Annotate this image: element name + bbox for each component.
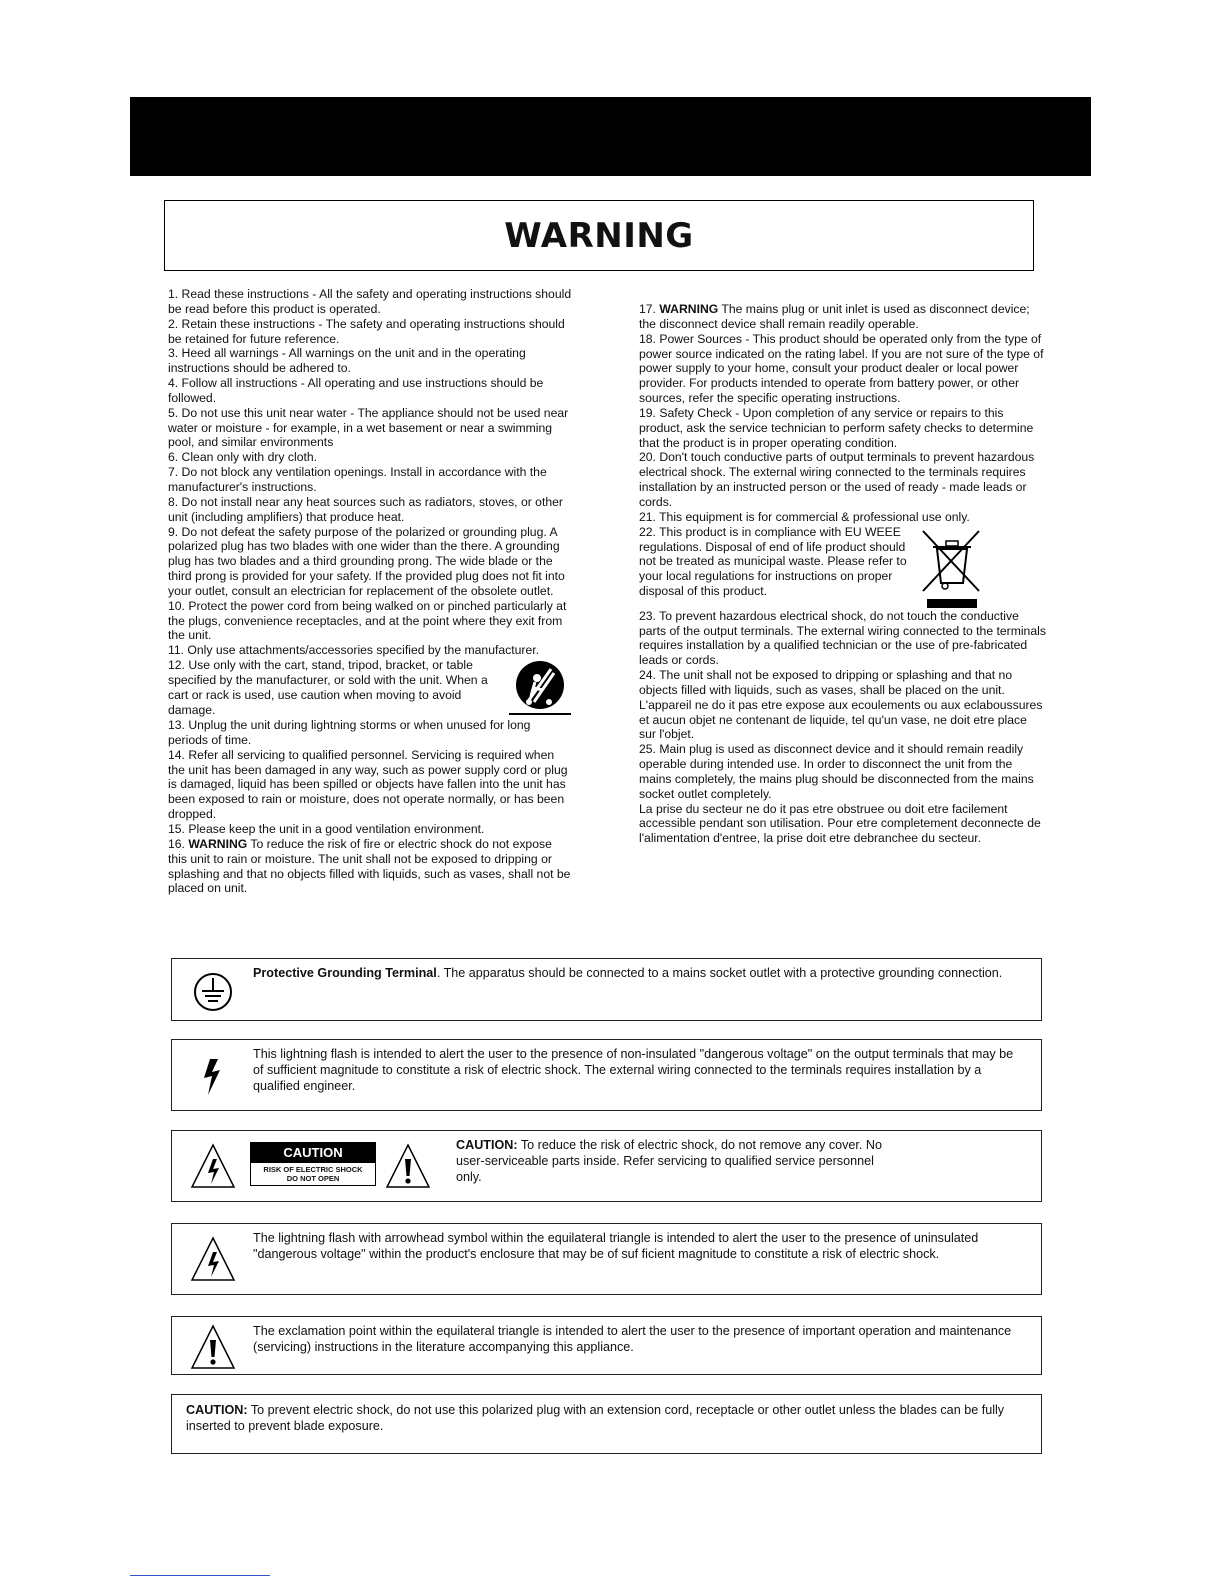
page-title: WARNING bbox=[504, 215, 694, 256]
list-item: 12. Use only with the cart, stand, tripod, bracket, or table specified by the manufacturer, or sold with the unit. When a cart or rack is used, use caution when moving to avoid damage. bbox=[168, 658, 488, 717]
cart-tipover-icon bbox=[507, 656, 573, 718]
notice-text: Protective Grounding Terminal. The apparatus should be connected to a mains socket outlet with a protective grounding connection. bbox=[253, 966, 1003, 980]
arrowhead-notice bbox=[171, 1223, 1042, 1295]
list-item: 15. Please keep the unit in a good ventilation environment. bbox=[168, 822, 485, 836]
notice-text: The lightning flash with arrowhead symbol within the equilateral triangle is intended to alert the user to the presence of uninsulated "dangerous voltage" within the product's enclosure that may be of suf ficient magnitude to constitute a risk of electric shock. bbox=[253, 1231, 979, 1261]
list-item: La prise du secteur ne do it pas etre obstruee ou doit etre facilement accessible pendant son utilisation. Pour etre completement deconnecte de l'alimentation d'entree, la prise doit etre debranchee du secteur. bbox=[639, 801, 1041, 846]
list-item: 21. This equipment is for commercial & professional use only. bbox=[639, 509, 970, 524]
header-bar bbox=[130, 97, 1091, 176]
ground-icon bbox=[192, 971, 234, 1013]
lightning-bolt-icon bbox=[200, 1058, 224, 1096]
list-item: 16. WARNING To reduce the risk of fire or electric shock do not expose this unit to rain or moisture. The unit shall not be exposed to dripping or splashing and that no objects filled with liquids, such as vases, shall not be placed on unit. bbox=[168, 836, 571, 896]
weee-bin-icon bbox=[919, 527, 985, 609]
list-item: 13. Unplug the unit during lightning storms or when unused for long periods of time. bbox=[168, 718, 531, 747]
lightning-notice bbox=[171, 1039, 1042, 1111]
list-item: 17. WARNING The mains plug or unit inlet is used as disconnect device; the disconnect device shall remain readily operable. bbox=[639, 302, 1030, 331]
caution-notice bbox=[171, 1130, 1042, 1202]
plug-caution-notice bbox=[171, 1394, 1042, 1454]
warning-title-box bbox=[164, 200, 1034, 271]
list-item: 24. The unit shall not be exposed to dripping or splashing and that no objects filled with liquids, such as vases, shall be placed on the unit. bbox=[639, 668, 1013, 697]
caution-label: CAUTION RISK OF ELECTRIC SHOCK DO NOT OPEN bbox=[250, 1142, 376, 1186]
list-item: 3. Heed all warnings - All warnings on the unit and in the operating instructions should be adhered to. bbox=[168, 346, 526, 376]
list-item: 23. To prevent hazardous electrical shock, do not touch the conductive parts of the output terminals. The external wiring connected to the terminals requires installation by a qualified technician or the use of pre-fabricated leads or cords. bbox=[639, 608, 1046, 668]
list-item: 19. Safety Check - Upon completion of any service or repairs to this product, ask the service technician to perform safety checks to determine that the product is in proper operating condition. bbox=[639, 405, 1034, 450]
list-item-with-cart bbox=[168, 658, 573, 718]
exclamation-notice bbox=[171, 1316, 1042, 1375]
list-item: 6. Clean only with dry cloth. bbox=[168, 450, 318, 465]
list-item: 11. Only use attachments/accessories specified by the manufacturer. bbox=[168, 643, 540, 658]
list-item: 10. Protect the power cord from being walked on or pinched particularly at the plugs, convenience receptacles, and at the point where they exit from the unit. bbox=[168, 598, 567, 643]
notice-text: The exclamation point within the equilateral triangle is intended to alert the user to the presence of important operation and maintenance (servicing) instructions in the literature accompanying this appliance. bbox=[253, 1324, 1012, 1354]
list-item: 7. Do not block any ventilation openings. Install in accordance with the manufacturer's instructions. bbox=[168, 465, 547, 494]
list-item: 2. Retain these instructions - The safety and operating instructions should be retained for future reference. bbox=[168, 316, 565, 346]
list-item: 22. This product is in compliance with EU WEEE regulations. Disposal of end of life product should not be treated as municipal waste. Please refer to your local regulations for instructions on proper disposal of this product. bbox=[639, 524, 907, 599]
list-item: 25. Main plug is used as disconnect device and it should remain readily operable during intended use. In order to disconnect the unit from the mains completely, the mains plug should be disconnected from the mains socket outlet completely. bbox=[639, 742, 1034, 801]
grounding-notice bbox=[171, 958, 1042, 1021]
lightning-triangle-icon bbox=[190, 1143, 236, 1189]
notice-text: CAUTION: To reduce the risk of electric shock, do not remove any cover. No user-serviceable parts inside. Refer servicing to qualified service personnel only. bbox=[456, 1138, 883, 1184]
list-item: L'appareil ne do it pas etre expose aux ecoulements ou aux eclaboussures et aucun objet ne contenant de liquide, tel qu'un vase, ne doit etre place sur l'objet. bbox=[639, 697, 1043, 742]
notice-text: This lightning flash is intended to alert the user to the presence of non-insulated "dangerous voltage" on the output terminals that may be of sufficient magnitude to constitute a risk of electric shock. The external wiring connected to the terminals requires installation by a qualified engineer. bbox=[253, 1047, 1014, 1093]
footer-divider bbox=[130, 1575, 270, 1576]
list-item: 18. Power Sources - This product should be operated only from the type of power source indicated on the rating label. If you are not sure of the type of power supply to your home, consult your product dealer or local power provider. For products intended to operate from battery power, or other sources, refer the specific operating instructions. bbox=[639, 331, 1044, 406]
exclamation-triangle-icon bbox=[385, 1143, 431, 1189]
lightning-triangle-icon bbox=[190, 1236, 236, 1282]
exclamation-triangle-icon bbox=[190, 1324, 236, 1370]
right-column bbox=[639, 302, 1047, 846]
list-item: 9. Do not defeat the safety purpose of the polarized or grounding plug. A polarized plug has two blades with one wider than the there. A grounding plug has two blades and a third grounding prong. The wide blade or the third prong is provided for your safety. If the provided plug does not fit into your outlet, consult an electrician for replacement of the obsolete outlet. bbox=[168, 524, 565, 598]
list-item-with-weee bbox=[639, 525, 1047, 609]
list-item: 4. Follow all instructions - All operating and use instructions should be followed. bbox=[168, 376, 544, 405]
list-item: 8. Do not install near any heat sources such as radiators, stoves, or other unit (including amplifiers) that produce heat. bbox=[168, 494, 563, 524]
notice-text: CAUTION: To prevent electric shock, do not use this polarized plug with an extension cord, receptacle or other outlet unless the blades can be fully inserted to prevent blade exposure. bbox=[186, 1403, 1005, 1433]
left-column bbox=[168, 287, 573, 896]
list-item: 20. Don't touch conductive parts of output terminals to prevent hazardous electrical shock. The external wiring connected to the terminals requires installation by an instructed person or the used of ready - made leads or cords. bbox=[639, 450, 1035, 509]
list-item: 1. Read these instructions - All the safety and operating instructions should be read before this product is operated. bbox=[168, 287, 572, 316]
list-item: 14. Refer all servicing to qualified personnel. Servicing is required when the unit has been damaged in any way, such as power supply cord or plug is damaged, liquid has been spilled or objects have fallen into the unit has been exposed to rain or moisture, does not operate normally, or has been dropped. bbox=[168, 747, 568, 822]
list-item: 5. Do not use this unit near water - The appliance should not be used near water or moisture - for example, in a wet basement or near a swimming pool, and similar environments bbox=[168, 405, 569, 450]
